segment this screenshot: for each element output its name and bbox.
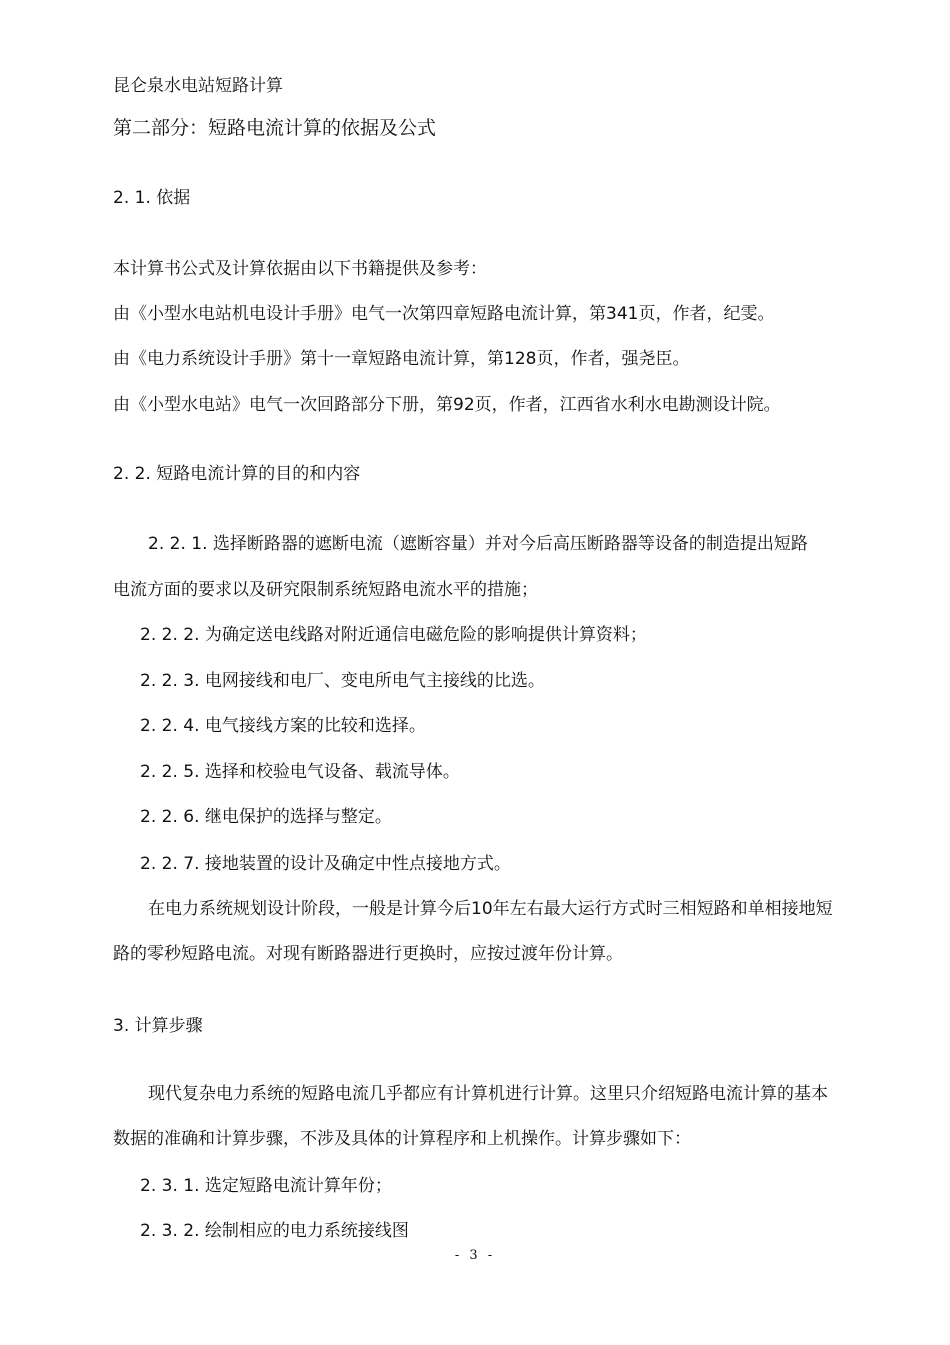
list-item-2-2-6: 2. 2. 6. 继电保护的选择与整定。 <box>140 807 392 827</box>
intro-paragraph: 本计算书公式及计算依据由以下书籍提供及参考： <box>113 259 487 279</box>
section-heading-2-2: 2. 2. 短路电流计算的目的和内容 <box>113 464 361 484</box>
list-item-2-2-1-line-1: 2. 2. 1. 选择断路器的遮断电流（遮断容量）并对今后高压断路器等设备的制造提出短路 <box>148 534 808 554</box>
reference-2: 由《电力系统设计手册》第十一章短路电流计算，第128页，作者，强尧臣。 <box>113 349 690 369</box>
list-item-2-3-1: 2. 3. 1. 选定短路电流计算年份； <box>140 1176 392 1196</box>
reference-1: 由《小型水电站机电设计手册》电气一次第四章短路电流计算，第341页，作者，纪雯。 <box>113 304 775 324</box>
list-item-2-2-2: 2. 2. 2. 为确定送电线路对附近通信电磁危险的影响提供计算资料； <box>140 625 647 645</box>
list-item-2-2-3: 2. 2. 3. 电网接线和电厂、变电所电气主接线的比选。 <box>140 671 545 691</box>
part-title: 第二部分：短路电流计算的依据及公式 <box>113 117 437 139</box>
section-heading-2-1: 2. 1. 依据 <box>113 188 191 208</box>
section-heading-3: 3. 计算步骤 <box>113 1016 203 1036</box>
paragraph-planning-line-2: 路的零秒短路电流。对现有断路器进行更换时，应按过渡年份计算。 <box>113 944 623 964</box>
list-item-2-2-1-line-2: 电流方面的要求以及研究限制系统短路电流水平的措施； <box>113 580 538 600</box>
page-number: - 3 - <box>454 1248 496 1263</box>
list-item-2-2-7: 2. 2. 7. 接地装置的设计及确定中性点接地方式。 <box>140 854 511 874</box>
list-item-2-2-5: 2. 2. 5. 选择和校验电气设备、载流导体。 <box>140 762 460 782</box>
paragraph-steps-line-1: 现代复杂电力系统的短路电流几乎都应有计算机进行计算。这里只介绍短路电流计算的基本 <box>148 1084 828 1104</box>
running-title: 昆仑泉水电站短路计算 <box>113 76 283 96</box>
list-item-2-3-2: 2. 3. 2. 绘制相应的电力系统接线图 <box>140 1221 409 1241</box>
list-item-2-2-4: 2. 2. 4. 电气接线方案的比较和选择。 <box>140 716 426 736</box>
reference-3: 由《小型水电站》电气一次回路部分下册，第92页，作者，江西省水利水电勘测设计院。 <box>113 395 781 415</box>
paragraph-planning-line-1: 在电力系统规划设计阶段，一般是计算今后10年左右最大运行方式时三相短路和单相接地短 <box>148 899 833 919</box>
paragraph-steps-line-2: 数据的准确和计算步骤，不涉及具体的计算程序和上机操作。计算步骤如下： <box>113 1129 691 1149</box>
